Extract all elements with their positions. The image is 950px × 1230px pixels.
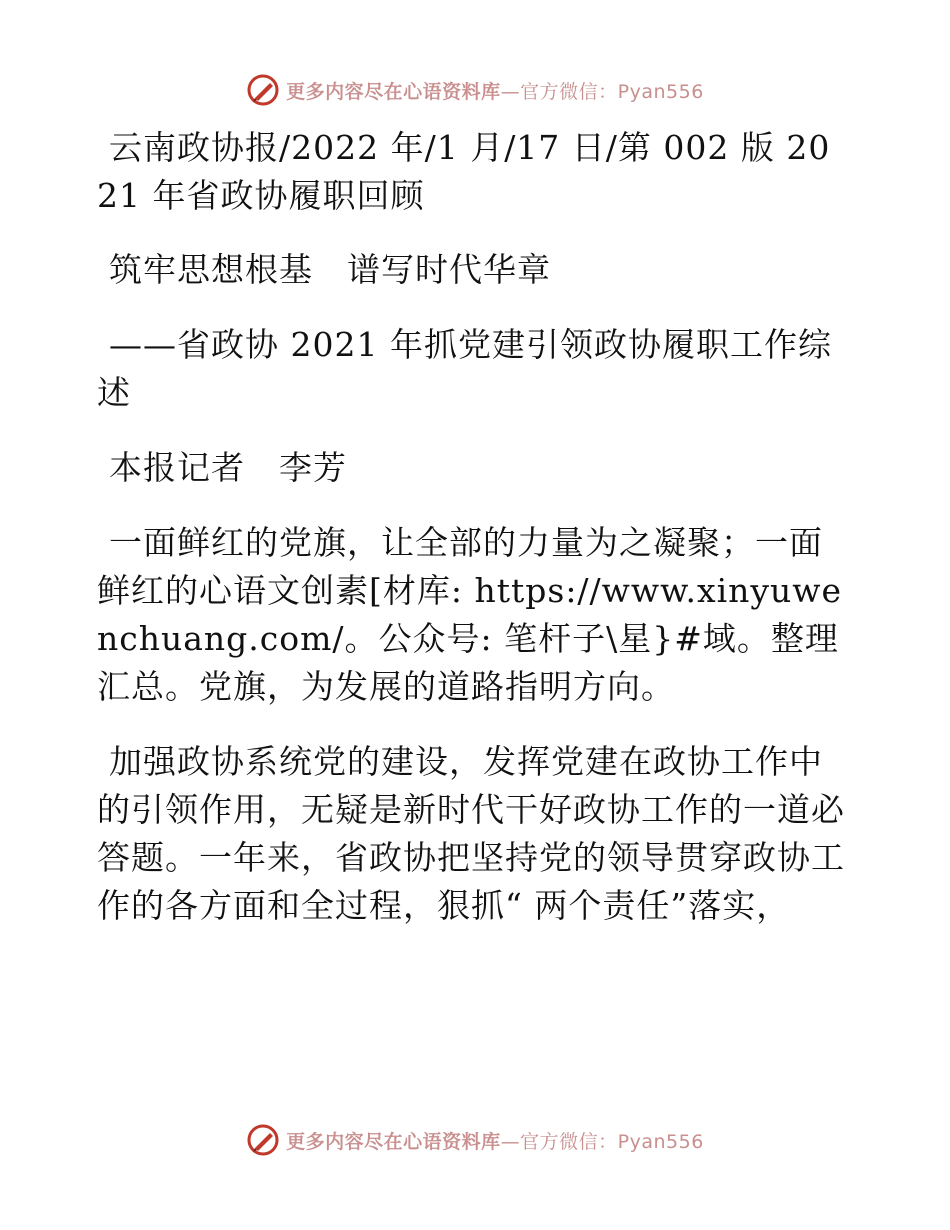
footer-watermark-text: [286, 1127, 704, 1154]
header-watermark-main: 更多内容尽在心语资料库: [286, 80, 501, 103]
headline: 筑牢思想根基 谱写时代华章: [109, 250, 551, 289]
article-body: [97, 124, 852, 957]
brush-logo-icon: [246, 73, 280, 107]
header-watermark-banner: [0, 70, 950, 110]
body-paragraph: 加强政协系统党的建设，发挥党建在政协工作中的引领作用，无疑是新时代干好政协工作的一道必答题。一年来，省政协把坚持党的领导贯穿政协工作的各方面和全过程，狠抓“ 两个责任”落实，: [97, 742, 845, 925]
header-watermark-contact: —官方微信：Pyan556: [500, 80, 704, 103]
brush-logo-icon: [246, 1123, 280, 1157]
body-paragraph: 一面鲜红的党旗，让全部的力量为之凝聚；一面鲜红的心语文创素[材库: https://www.xinyuwenchuang.com/。公众号: 笔杆子\星}#域。整理汇总。党旗，为发展的道路指明方向。: [97, 523, 843, 706]
footer-watermark-banner: [0, 1120, 950, 1160]
header-watermark-text: [286, 77, 704, 104]
footer-watermark-main: 更多内容尽在心语资料库: [286, 1130, 501, 1153]
source-line: 云南政协报/2022 年/1 月/17 日/第 002 版 2021 年省政协履职回顾: [97, 128, 831, 215]
footer-watermark-contact: —官方微信：Pyan556: [500, 1130, 704, 1153]
byline: 本报记者 李芳: [109, 448, 347, 487]
subheadline: ——省政协 2021 年抓党建引领政协履职工作综述: [97, 325, 832, 412]
